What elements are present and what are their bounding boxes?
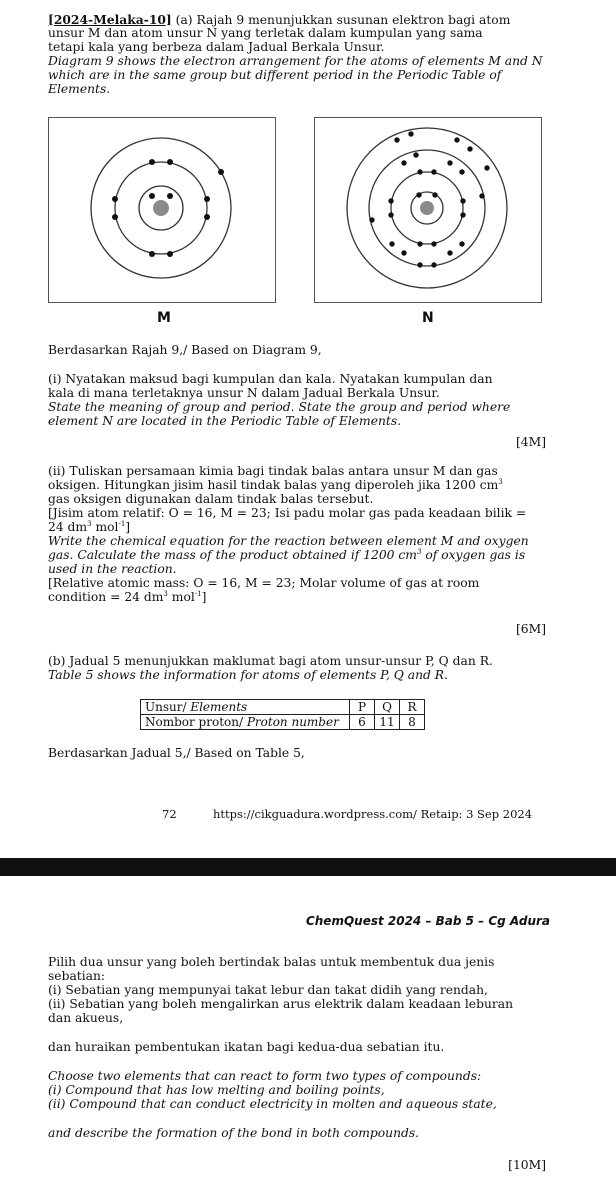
electron [417,241,422,246]
electron [204,196,210,202]
label-en: Elements [190,700,248,714]
final-ms-describe: dan huraikan pembentukan ikatan bagi kedua-dua sebatian itu. [48,1040,445,1054]
final-ms-2: sebatian: [48,969,106,983]
part-ii-en-3: used in the reaction. [48,562,177,576]
final-ms-4: (ii) Sebatian yang boleh mengalirkan arus elektrik dalam keadaan leburan [48,997,514,1011]
part-ii-en-5 [48,591,548,604]
final-en-2: (i) Compound that has low melting and boiling points, [48,1083,385,1097]
diagram-label-n: N [422,310,434,326]
atom-n-nucleus [420,201,434,215]
superscript-3: 3 [87,519,92,528]
part-ii-en-5b: mol [167,590,195,604]
part-ii-marks: [6M] [515,622,546,636]
page2-header: ChemQuest 2024 – Bab 5 – Cg Adura [305,914,550,928]
part-ii-en-4: [Relative atomic mass: O = 16, M = 23; Molar volume of gas at room [48,576,480,590]
intro-ms-2: unsur M dan atom unsur N yang terletak dalam kumpulan yang sama [48,26,483,40]
part-ii-ms-4: [Jisim atom relatif: O = 16, M = 23; Isi padu molar gas pada keadaan bilik = [48,506,527,520]
table-cell: P [350,700,375,715]
final-ms-1: Pilih dua unsur yang boleh bertindak balas untuk membentuk dua jenis [48,955,495,969]
intro-ms-1: (a) Rajah 9 menunjukkan susunan elektron bagi atom [175,13,511,27]
electron [484,165,489,170]
table-cell: 11 [375,715,400,730]
superscript-3: 3 [498,477,503,486]
part-i-marks: [4M] [515,435,546,449]
based-on-table: Berdasarkan Jadual 5,/ Based on Table 5, [48,746,305,760]
part-ii-ms-5b: mol [91,520,119,534]
electron [459,241,464,246]
electron [431,241,436,246]
electron [467,146,472,151]
superscript-neg1: -1 [194,589,202,598]
table-cell: 8 [400,715,425,730]
part-ii-ms-5c: ] [125,520,131,534]
part-ii-ms-5a: 24 dm [48,520,88,534]
atom-m-nucleus [153,200,169,216]
intro-en-2: which are in the same group but different period in the Periodic Table of [48,68,502,82]
atom-m-diagram [49,118,275,302]
electron [416,192,421,197]
based-on-diagram [48,344,548,357]
electron [459,169,464,174]
final-ms-5: dan akueus, [48,1011,124,1025]
label-ms: Unsur/ [145,700,191,714]
part-ii-en-2b: of oxygen gas is [421,548,526,562]
question-tag: [2024-Melaka-10] [48,12,172,27]
electron [149,159,155,165]
intro-en-3: Elements. [48,82,111,96]
electron [479,193,484,198]
electron [413,152,418,157]
part-b-ms: (b) Jadual 5 menunjukkan maklumat bagi atom unsur-unsur P, Q dan R. [48,654,493,668]
final-en-describe: and describe the formation of the bond in both compounds. [48,1126,420,1140]
electron [388,198,393,203]
table-cell: R [400,700,425,715]
table-5 [140,699,425,730]
intro-en-1: Diagram 9 shows the electron arrangement for the atoms of elements M and N [48,54,543,68]
part-ii-en-2a: gas. Calculate the mass of the product obtained if 1200 cm [48,548,417,562]
part-ii-ms-5 [48,521,548,534]
part-ii-en-2 [48,549,548,562]
electron [369,217,374,222]
electron [167,251,173,257]
diagram-n-box [314,117,542,303]
final-marks: [10M] [508,1158,546,1172]
electron [167,193,173,199]
part-ii-en-1: Write the chemical equation for the reaction between element M and oxygen [48,534,529,548]
part-ii-ms-2-text: oksigen. Hitungkan jisim hasil tindak balas yang diperoleh jika 1200 cm [48,478,499,492]
part-ii-en-5a: condition = 24 dm [48,590,164,604]
part-ii-ms-3: gas oksigen digunakan dalam tindak balas tersebut. [48,492,374,506]
superscript-neg1: -1 [118,519,126,528]
table-row-label [141,700,350,715]
superscript-3: 3 [416,547,422,556]
electron [149,251,155,257]
part-i-ms-2: kala di mana terletaknya unsur N dalam Jadual Berkala Unsur. [48,386,440,400]
electron [417,169,422,174]
diagram-m-box [48,117,276,303]
electron [431,262,436,267]
electron [447,250,452,255]
source-link[interactable]: https://cikguadura.wordpress.com/ Retaip: 3 Sep 2024 [213,807,533,821]
page-separator-band [0,858,616,876]
final-ms-3: (i) Sebatian yang mempunyai takat lebur dan takat didih yang rendah, [48,983,488,997]
electron [394,137,399,142]
atom-n-diagram [315,118,541,302]
electron [431,169,436,174]
superscript-3: 3 [163,589,168,598]
electron [167,159,173,165]
part-i-en-1: State the meaning of group and period. State the group and period where [48,400,511,414]
electron [447,160,452,165]
electron [432,192,437,197]
page-number: 72 [162,807,177,821]
electron [408,131,413,136]
part-ii-en-5c: ] [201,590,207,604]
label-en: Proton number [246,715,339,729]
part-b-en: Table 5 shows the information for atoms of elements P, Q and R. [48,668,448,682]
table-row [141,700,425,715]
label-ms: Nombor proton/ [145,715,247,729]
electron [388,212,393,217]
electron [112,214,118,220]
part-ii-ms-2 [48,479,548,492]
table-cell: 6 [350,715,375,730]
electron [401,160,406,165]
table-row [141,715,425,730]
based-on-diagram-text: Berdasarkan Rajah 9,/ Based on Diagram 9, [48,343,322,357]
electron [401,250,406,255]
final-en-3: (ii) Compound that can conduct electricity in molten and aqueous state, [48,1097,497,1111]
electron [460,198,465,203]
final-en-1: Choose two elements that can react to form two types of compounds: [48,1069,482,1083]
electron [454,137,459,142]
electron [149,193,155,199]
part-ii-ms-1: (ii) Tuliskan persamaan kimia bagi tindak balas antara unsur M dan gas [48,464,498,478]
electron [204,214,210,220]
part-i-ms-1: (i) Nyatakan maksud bagi kumpulan dan kala. Nyatakan kumpulan dan [48,372,493,386]
electron [112,196,118,202]
part-i-en-2: element N are located in the Periodic Table of Elements. [48,414,402,428]
table-cell: Q [375,700,400,715]
electron [218,169,224,175]
electron [460,212,465,217]
electron [417,262,422,267]
diagram-label-m: M [157,310,171,326]
table-row-label [141,715,350,730]
intro-ms-3: tetapi kala yang berbeza dalam Jadual Berkala Unsur. [48,40,385,54]
electron [389,241,394,246]
question-intro-line-1 [48,13,548,27]
